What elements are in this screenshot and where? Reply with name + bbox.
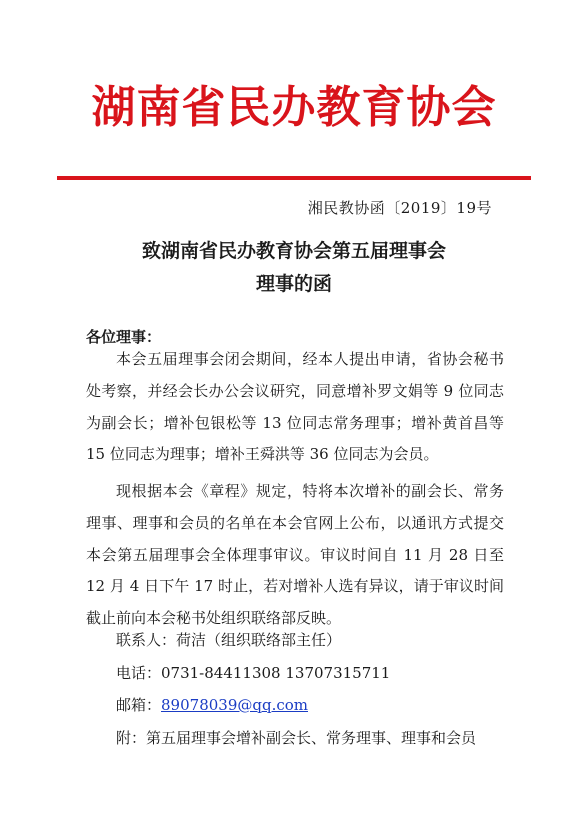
contact-email-row [116, 694, 308, 715]
attachment-note: 附：第五届理事会增补副会长、常务理事、理事和会员 [116, 729, 477, 747]
body-paragraph-2: 现根据本会《章程》规定，特将本次增补的副会长、常务理事、理事和会员的名单在本会官网上公布，以通讯方式提交本会第五届理事会全体理事审议。审议时间自 11 月 28 日至 12 月 4 日下午 17 时止，若对增补人选有异议，请于审议时间截止前向本会秘书处组织联络部反映。 [86, 482, 504, 628]
body-paragraph-1: 本会五届理事会闭会期间，经本人提出申请，省协会秘书处考察，并经会长办公会议研究，同意增补罗文娟等 9 位同志为副会长；增补包银松等 13 位同志常务理事；增补黄首昌等 15 位同志为理事；增补王舜洪等 36 位同志为会员。 [86, 350, 504, 464]
salutation: 各位理事： [86, 328, 162, 346]
document-number: 湘民教协函〔2019〕19号 [307, 199, 492, 217]
letterhead-title: 湖南省民办教育协会 [91, 82, 497, 133]
email-label: 邮箱： [116, 696, 162, 714]
letterhead-red-rule [57, 176, 531, 180]
document-title-line1: 致湖南省民办教育协会第五届理事会 [141, 240, 446, 262]
contact-phone: 电话：0731-84411308 13707315711 [116, 664, 391, 682]
email-link[interactable]: 89078039@qq.com [161, 696, 308, 714]
contact-person: 联系人：荷洁（组织联络部主任） [116, 631, 342, 649]
document-title-line2: 理事的函 [255, 273, 332, 295]
